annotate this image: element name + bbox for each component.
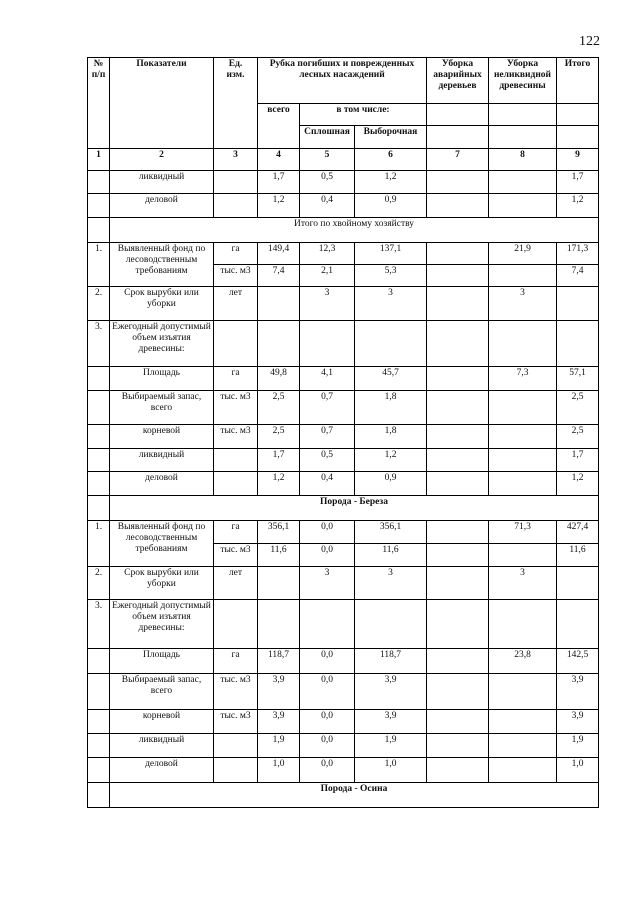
cell: 7,4	[258, 265, 300, 287]
header-empty	[489, 126, 557, 149]
cell: 0,7	[300, 391, 355, 425]
cell	[88, 496, 110, 521]
header-empty	[427, 126, 489, 149]
cell	[427, 287, 489, 321]
cell: 0,4	[300, 194, 355, 218]
colnum: 7	[427, 149, 489, 171]
header-total: Итого	[557, 58, 599, 104]
cell: 2,5	[258, 425, 300, 449]
cell	[88, 391, 110, 425]
row-label: деловой	[110, 472, 214, 496]
cell: 7,3	[489, 367, 557, 391]
cell: 2,5	[557, 391, 599, 425]
cell: 2,1	[300, 265, 355, 287]
cell: 1,7	[258, 171, 300, 194]
row-label: ликвидный	[110, 734, 214, 758]
header-no: № п/п	[88, 58, 110, 149]
cell	[258, 600, 300, 649]
cell	[489, 674, 557, 710]
cell: 1,2	[258, 472, 300, 496]
cell: 1,9	[355, 734, 427, 758]
cell: 118,7	[355, 649, 427, 674]
unit-cell: тыс. м3	[214, 544, 258, 567]
cell	[427, 265, 489, 287]
cell	[88, 649, 110, 674]
cell	[88, 194, 110, 218]
cell	[427, 734, 489, 758]
cell	[300, 600, 355, 649]
row-label: деловой	[110, 758, 214, 783]
cell: 21,9	[489, 243, 557, 265]
table-row	[88, 243, 599, 265]
cell: 3,9	[557, 710, 599, 734]
cell	[489, 600, 557, 649]
cell	[557, 287, 599, 321]
row-label: Ежегодный допустимый объем изъятия древесины:	[110, 321, 214, 367]
header-empty	[489, 104, 557, 126]
unit-cell: тыс. м3	[214, 391, 258, 425]
row-label: Площадь	[110, 367, 214, 391]
table-row	[88, 758, 599, 783]
section-row	[88, 783, 599, 808]
unit-cell: га	[214, 367, 258, 391]
row-label: Площадь	[110, 649, 214, 674]
table-row	[88, 321, 599, 367]
page-number: 122	[579, 34, 600, 49]
cell	[489, 391, 557, 425]
cell: 2,5	[557, 425, 599, 449]
cell: 137,1	[355, 243, 427, 265]
cell	[489, 472, 557, 496]
cell: 427,4	[557, 521, 599, 544]
cell: 0,0	[300, 710, 355, 734]
cell: 23,8	[489, 649, 557, 674]
row-label: Срок вырубки или уборки	[110, 567, 214, 600]
cell: 356,1	[355, 521, 427, 544]
cell: 0,0	[300, 544, 355, 567]
header-including: в том числе:	[300, 104, 427, 126]
header-indicators: Показатели	[110, 58, 214, 149]
unit-cell: га	[214, 521, 258, 544]
cell: 0,5	[300, 171, 355, 194]
cell	[489, 321, 557, 367]
table-row	[88, 710, 599, 734]
cell	[258, 321, 300, 367]
table-row	[88, 171, 599, 194]
cell	[489, 734, 557, 758]
cell: 1,9	[258, 734, 300, 758]
table-row	[88, 521, 599, 544]
table-row	[88, 391, 599, 425]
section-row	[88, 218, 599, 243]
cell: 3,9	[355, 710, 427, 734]
cell: 0,9	[355, 472, 427, 496]
cell	[88, 734, 110, 758]
cell: 3	[355, 567, 427, 600]
unit-cell: тыс. м3	[214, 674, 258, 710]
cell: 11,6	[258, 544, 300, 567]
row-label: ликвидный	[110, 171, 214, 194]
cell: 57,1	[557, 367, 599, 391]
cell: 1,2	[557, 472, 599, 496]
cell	[489, 265, 557, 287]
cell	[489, 758, 557, 783]
cell: 0,9	[355, 194, 427, 218]
row-label: Выбираемый запас, всего	[110, 674, 214, 710]
cell	[489, 544, 557, 567]
cell	[88, 425, 110, 449]
cell	[214, 758, 258, 783]
cell	[355, 600, 427, 649]
unit-cell: тыс. м3	[214, 425, 258, 449]
cell: 1,2	[355, 171, 427, 194]
colnum: 5	[300, 149, 355, 171]
column-number-row	[88, 149, 599, 171]
row-label: Выявленный фонд по лесоводственным требованиям	[110, 521, 214, 567]
cell: 0,0	[300, 734, 355, 758]
cell: 45,7	[355, 367, 427, 391]
cell	[214, 171, 258, 194]
cell: 1,2	[557, 194, 599, 218]
cell	[88, 674, 110, 710]
cell	[427, 567, 489, 600]
header-row	[88, 58, 599, 104]
cell	[557, 321, 599, 367]
cell	[427, 649, 489, 674]
cell: 3	[355, 287, 427, 321]
table-row	[88, 287, 599, 321]
unit-cell: лет	[214, 287, 258, 321]
row-label: Выбираемый запас, всего	[110, 391, 214, 425]
header-empty	[557, 104, 599, 126]
cell	[489, 194, 557, 218]
cell	[88, 758, 110, 783]
cell: 11,6	[355, 544, 427, 567]
cell	[427, 171, 489, 194]
cell	[427, 449, 489, 472]
row-label: деловой	[110, 194, 214, 218]
unit-cell: га	[214, 649, 258, 674]
table-row	[88, 734, 599, 758]
cell: 0,0	[300, 521, 355, 544]
cell	[88, 367, 110, 391]
cell: 3,9	[557, 674, 599, 710]
header-unit: Ед. изм.	[214, 58, 258, 149]
row-label: Ежегодный допустимый объем изъятия древесины:	[110, 600, 214, 649]
cell	[427, 472, 489, 496]
cell	[427, 194, 489, 218]
cell: 3,9	[355, 674, 427, 710]
row-number: 2.	[88, 287, 110, 321]
cell	[427, 710, 489, 734]
cell: 3	[489, 287, 557, 321]
cell: 3	[300, 567, 355, 600]
cell: 0,0	[300, 649, 355, 674]
unit-cell: лет	[214, 567, 258, 600]
cell: 0,4	[300, 472, 355, 496]
colnum: 1	[88, 149, 110, 171]
cell: 3,9	[258, 674, 300, 710]
colnum: 4	[258, 149, 300, 171]
row-label: Выявленный фонд по лесоводственным требованиям	[110, 243, 214, 287]
forest-table	[87, 57, 599, 808]
unit-cell: га	[214, 243, 258, 265]
table-row	[88, 425, 599, 449]
row-number: 2.	[88, 567, 110, 600]
colnum: 9	[557, 149, 599, 171]
header-felling: Рубка погибших и поврежденных лесных насаждений	[258, 58, 427, 104]
cell: 1,0	[258, 758, 300, 783]
section-title: Порода - Береза	[110, 496, 599, 521]
unit-cell: тыс. м3	[214, 710, 258, 734]
cell: 1,0	[355, 758, 427, 783]
cell: 1,0	[557, 758, 599, 783]
cell	[427, 425, 489, 449]
cell	[88, 171, 110, 194]
cell	[88, 783, 110, 808]
cell	[489, 171, 557, 194]
cell	[214, 600, 258, 649]
cell: 3	[489, 567, 557, 600]
cell	[214, 194, 258, 218]
cell	[427, 544, 489, 567]
header-emergency: Уборка аварийных деревьев	[427, 58, 489, 104]
cell: 1,7	[557, 171, 599, 194]
cell	[88, 449, 110, 472]
row-label: корневой	[110, 425, 214, 449]
cell: 3,9	[258, 710, 300, 734]
cell: 12,3	[300, 243, 355, 265]
cell	[557, 600, 599, 649]
cell: 0,0	[300, 758, 355, 783]
cell	[88, 218, 110, 243]
cell: 1,8	[355, 391, 427, 425]
cell	[427, 243, 489, 265]
table-row	[88, 472, 599, 496]
cell	[88, 472, 110, 496]
header-clear: Сплошная	[300, 126, 355, 149]
header-selective: Выборочная	[355, 126, 427, 149]
cell: 142,5	[557, 649, 599, 674]
row-number: 1.	[88, 243, 110, 287]
cell: 1,7	[258, 449, 300, 472]
cell: 49,8	[258, 367, 300, 391]
table-row	[88, 674, 599, 710]
cell: 118,7	[258, 649, 300, 674]
table-row	[88, 600, 599, 649]
cell: 1,8	[355, 425, 427, 449]
colnum: 2	[110, 149, 214, 171]
header-all: всего	[258, 104, 300, 149]
cell: 0,5	[300, 449, 355, 472]
cell	[427, 674, 489, 710]
colnum: 6	[355, 149, 427, 171]
cell: 5,3	[355, 265, 427, 287]
cell	[427, 521, 489, 544]
colnum: 8	[489, 149, 557, 171]
cell: 7,4	[557, 265, 599, 287]
cell: 2,5	[258, 391, 300, 425]
cell: 0,0	[300, 674, 355, 710]
cell	[427, 600, 489, 649]
row-number: 1.	[88, 521, 110, 567]
cell	[427, 391, 489, 425]
cell	[214, 734, 258, 758]
cell	[557, 567, 599, 600]
cell	[489, 710, 557, 734]
cell	[258, 567, 300, 600]
cell	[489, 425, 557, 449]
cell	[355, 321, 427, 367]
cell	[427, 367, 489, 391]
cell: 1,7	[557, 449, 599, 472]
cell	[214, 449, 258, 472]
cell	[427, 321, 489, 367]
table-row	[88, 649, 599, 674]
cell: 356,1	[258, 521, 300, 544]
cell: 149,4	[258, 243, 300, 265]
table-row	[88, 567, 599, 600]
cell: 0,7	[300, 425, 355, 449]
cell	[214, 321, 258, 367]
header-empty	[557, 126, 599, 149]
header-empty	[427, 104, 489, 126]
cell: 11,6	[557, 544, 599, 567]
cell: 1,9	[557, 734, 599, 758]
row-label: ликвидный	[110, 449, 214, 472]
cell	[214, 472, 258, 496]
cell	[258, 287, 300, 321]
row-number: 3.	[88, 600, 110, 649]
cell: 1,2	[258, 194, 300, 218]
header-nonliquid: Уборка неликвидной древесины	[489, 58, 557, 104]
cell: 71,3	[489, 521, 557, 544]
row-number: 3.	[88, 321, 110, 367]
cell: 4,1	[300, 367, 355, 391]
unit-cell: тыс. м3	[214, 265, 258, 287]
section-row	[88, 496, 599, 521]
section-title: Порода - Осина	[110, 783, 599, 808]
row-label: корневой	[110, 710, 214, 734]
cell: 3	[300, 287, 355, 321]
table-row	[88, 449, 599, 472]
table-row	[88, 367, 599, 391]
cell	[427, 758, 489, 783]
cell	[88, 710, 110, 734]
colnum: 3	[214, 149, 258, 171]
section-title: Итого по хвойному хозяйству	[110, 218, 599, 243]
cell: 1,2	[355, 449, 427, 472]
row-label: Срок вырубки или уборки	[110, 287, 214, 321]
cell	[489, 449, 557, 472]
cell	[300, 321, 355, 367]
cell: 171,3	[557, 243, 599, 265]
table-row	[88, 194, 599, 218]
